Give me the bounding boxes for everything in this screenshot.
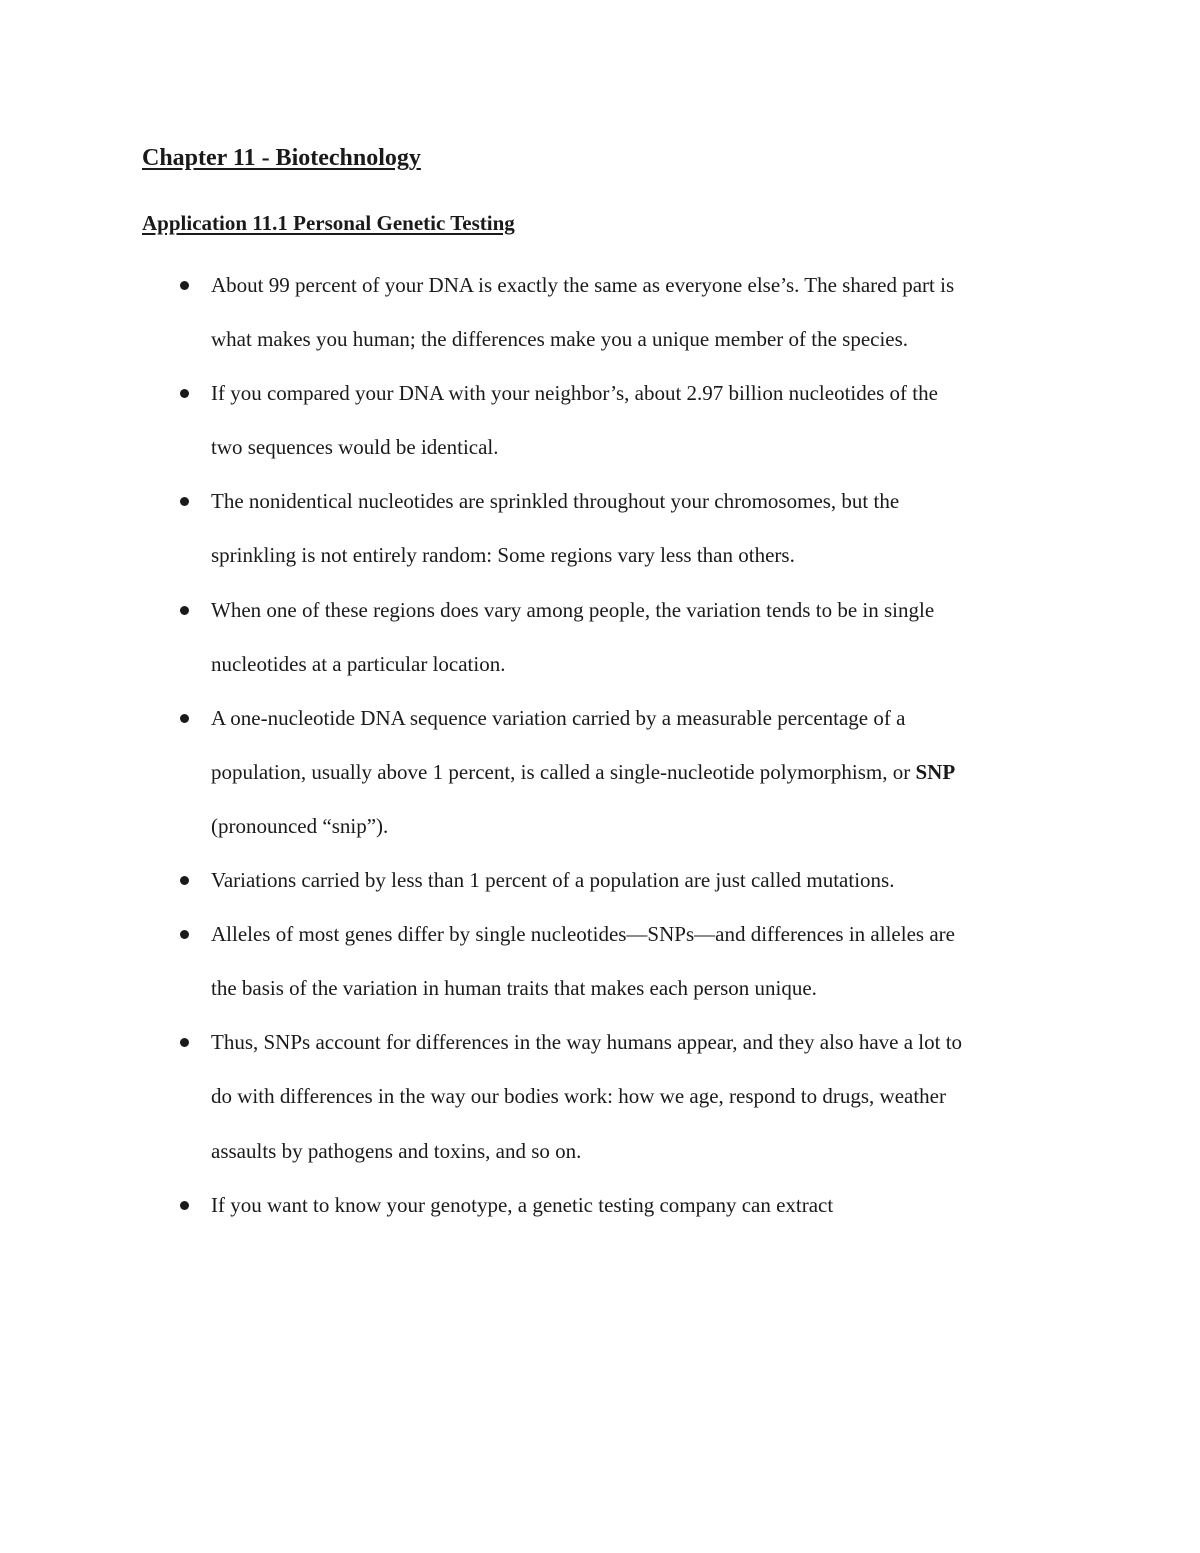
chapter-title: Chapter 11 - Biotechnology xyxy=(142,145,421,171)
bullet-text: When one of these regions does vary among people, the variation tends to be in single nucleotides at a particular location. xyxy=(211,597,935,676)
bullet-text: Thus, SNPs account for differences in the way humans appear, and they also have a lot to do with differences in the way our bodies work: how we age, respond to drugs, weather assaults by pathogens and toxins, and so on. xyxy=(211,1030,963,1163)
bullet-icon xyxy=(180,606,189,615)
list-item xyxy=(142,366,972,474)
bullet-icon xyxy=(180,876,189,885)
bullet-icon xyxy=(180,1201,189,1210)
bullet-text: About 99 percent of your DNA is exactly the same as everyone else’s. The shared part is what makes you human; the differences make you a unique member of the species. xyxy=(211,273,955,352)
bullet-text: Alleles of most genes differ by single nucleotides—SNPs—and differences in alleles are the basis of the variation in human traits that makes each person unique. xyxy=(211,922,955,1001)
list-item xyxy=(142,474,972,582)
bullet-icon xyxy=(180,497,189,506)
bullet-icon xyxy=(180,389,189,398)
bullet-text: Variations carried by less than 1 percent of a population are just called mutations. xyxy=(211,868,895,893)
bullet-text-part: (pronounced “snip”). xyxy=(211,813,389,838)
list-item xyxy=(142,907,972,1015)
list-item xyxy=(142,853,972,907)
list-item xyxy=(142,583,972,691)
bullet-text: If you want to know your genotype, a genetic testing company can extract xyxy=(211,1192,834,1217)
bullet-icon xyxy=(180,930,189,939)
bullet-list xyxy=(142,258,972,1232)
bullet-icon xyxy=(180,281,189,290)
section-title: Application 11.1 Personal Genetic Testing xyxy=(142,211,515,235)
bullet-icon xyxy=(180,1038,189,1047)
bullet-text xyxy=(211,706,955,838)
list-item xyxy=(142,1178,972,1232)
bullet-text: The nonidentical nucleotides are sprinkled throughout your chromosomes, but the sprinkling is not entirely random: Some regions vary less than others. xyxy=(211,489,900,568)
list-item xyxy=(142,258,972,366)
bullet-icon xyxy=(180,714,189,723)
bullet-text: If you compared your DNA with your neighbor’s, about 2.97 billion nucleotides of the two sequences would be identical. xyxy=(211,381,938,460)
bullet-text-part: A one-nucleotide DNA sequence variation carried by a measurable percentage of a population, usually above 1 percent, is called a single-nucleotide polymorphism, or xyxy=(211,705,916,784)
list-item xyxy=(142,1015,972,1177)
list-item xyxy=(142,691,972,853)
snp-term: SNP xyxy=(915,759,956,784)
